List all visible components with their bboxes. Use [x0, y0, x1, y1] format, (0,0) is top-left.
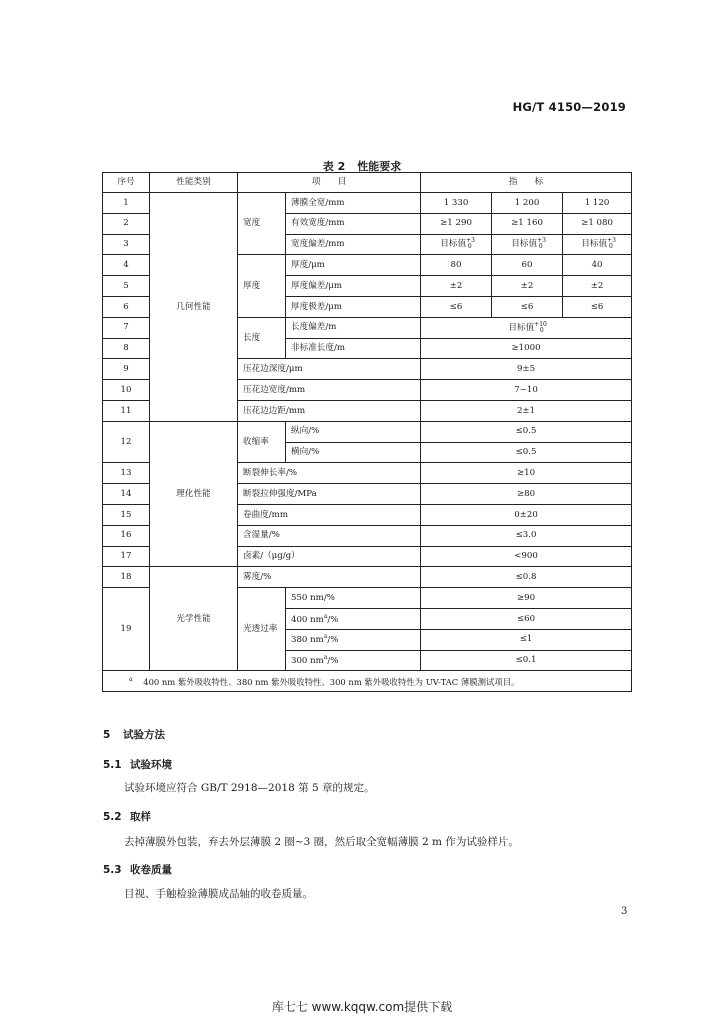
table-row	[103, 421, 632, 442]
row-item: 厚度极差/μm	[286, 296, 421, 317]
table-row	[103, 193, 632, 214]
row-value-3: ±2	[563, 276, 632, 297]
row-value: ≤3.0	[421, 525, 632, 546]
row-item: 有效宽度/mm	[286, 213, 421, 234]
unit-label: /%	[327, 656, 339, 667]
row-seq: 19	[103, 588, 150, 671]
standard-code: HG/T 4150—2019	[512, 100, 626, 114]
unit-label: /%	[327, 635, 339, 646]
row-item: 压花边宽度/mm	[238, 380, 421, 401]
row-item: 含湿量/%	[238, 525, 421, 546]
row-item: 横向/%	[286, 442, 421, 463]
row-seq: 8	[103, 338, 150, 359]
row-value-1	[421, 234, 492, 255]
row-item: 非标准长度/m	[286, 338, 421, 359]
row-value-1: 80	[421, 255, 492, 276]
row-item: 断裂拉伸强度/MPa	[238, 484, 421, 505]
group-transmittance: 光透过率	[238, 588, 286, 671]
group-width: 宽度	[238, 193, 286, 255]
section-number: 5	[103, 729, 111, 741]
group-length: 长度	[238, 317, 286, 359]
header-category: 性能类别	[150, 173, 238, 193]
section-title: 试验方法	[123, 729, 165, 741]
row-value-2	[492, 234, 563, 255]
row-seq: 3	[103, 234, 150, 255]
row-seq: 17	[103, 546, 150, 567]
row-item: 薄膜全宽/mm	[286, 193, 421, 214]
note-text: 400 nm 紫外吸收特性、380 nm 紫外吸收特性、300 nm 紫外吸收特性为 UV-TAC 薄膜测试项目。	[143, 676, 520, 687]
group-shrink: 收缩率	[238, 421, 286, 463]
row-seq: 6	[103, 296, 150, 317]
row-value-1: ≥1 290	[421, 213, 492, 234]
row-seq: 12	[103, 421, 150, 463]
row-value-3: 1 120	[563, 193, 632, 214]
wavelength-label: 380 nm	[291, 635, 324, 646]
header-seq: 序号	[103, 173, 150, 193]
row-value: ≥10	[421, 463, 632, 484]
wavelength-label: 400 nm	[291, 614, 324, 625]
row-seq: 16	[103, 525, 150, 546]
category-geometry: 几何性能	[150, 193, 238, 422]
table-row	[103, 567, 632, 588]
row-value: ≤1	[421, 629, 632, 650]
row-item: 卤素/（μg/g）	[238, 546, 421, 567]
row-value-2: 1 200	[492, 193, 563, 214]
row-value-3: ≤6	[563, 296, 632, 317]
tolerance-lower: 0	[467, 243, 472, 251]
header-item: 项 目	[238, 173, 421, 193]
row-value: <900	[421, 546, 632, 567]
target-label: 目标值	[581, 239, 608, 250]
row-seq: 14	[103, 484, 150, 505]
section-5-1-text: 试验环境应符合 GB/T 2918—2018 第 5 章的规定。	[124, 782, 375, 794]
row-seq: 1	[103, 193, 150, 214]
target-label: 目标值	[440, 239, 467, 250]
row-value: 2±1	[421, 400, 632, 421]
unit-label: /%	[327, 614, 339, 625]
row-seq: 10	[103, 380, 150, 401]
tolerance-lower: 0	[608, 243, 613, 251]
row-value: 9±5	[421, 359, 632, 380]
row-seq: 4	[103, 255, 150, 276]
row-seq: 7	[103, 317, 150, 338]
group-thickness: 厚度	[238, 255, 286, 317]
category-physchem: 理化性能	[150, 421, 238, 567]
row-value-1: ≤6	[421, 296, 492, 317]
section-number: 5.2	[103, 811, 122, 823]
section-5-2-text: 去掉薄膜外包装，弃去外层薄膜 2 圈~3 圈，然后取全宽幅薄膜 2 m 作为试验样片。	[124, 836, 519, 848]
tolerance-upper: +3	[537, 237, 546, 245]
row-value-1: 1 330	[421, 193, 492, 214]
footnote-mark: a	[323, 633, 328, 641]
row-value-2: ≥1 160	[492, 213, 563, 234]
page-number: 3	[621, 906, 628, 917]
target-label: 目标值	[511, 239, 538, 250]
row-item: 雾度/%	[238, 567, 421, 588]
section-5-3-heading	[103, 862, 172, 877]
row-seq: 5	[103, 276, 150, 297]
section-5-heading	[103, 727, 165, 742]
row-value: ≤60	[421, 608, 632, 629]
row-value: ≥90	[421, 588, 632, 609]
section-5-1-heading	[103, 757, 172, 772]
row-value-2: ≤6	[492, 296, 563, 317]
row-value-3	[563, 234, 632, 255]
row-item	[286, 608, 421, 629]
table-header-row	[103, 173, 632, 193]
row-value-2: ±2	[492, 276, 563, 297]
row-value-1: ±2	[421, 276, 492, 297]
section-title: 收卷质量	[130, 864, 172, 876]
row-seq: 15	[103, 504, 150, 525]
row-seq: 11	[103, 400, 150, 421]
header-indicator: 指 标	[421, 173, 632, 193]
performance-table	[102, 172, 632, 692]
section-number: 5.3	[103, 864, 122, 876]
row-value: 7~10	[421, 380, 632, 401]
tolerance-upper: +10	[534, 320, 547, 328]
row-item	[286, 650, 421, 671]
row-item: 纵向/%	[286, 421, 421, 442]
tolerance-upper: +3	[607, 237, 616, 245]
section-title: 试验环境	[130, 759, 172, 771]
row-seq: 13	[103, 463, 150, 484]
tolerance-lower: 0	[538, 243, 543, 251]
row-item: 压花边深度/μm	[238, 359, 421, 380]
footnote-mark: a	[323, 612, 328, 620]
category-optical: 光学性能	[150, 567, 238, 671]
table-number: 表 2	[322, 160, 346, 173]
row-value-2: 60	[492, 255, 563, 276]
row-item: 550 nm/%	[286, 588, 421, 609]
row-value: ≥80	[421, 484, 632, 505]
row-item: 厚度/μm	[286, 255, 421, 276]
tolerance-lower: 0	[539, 326, 544, 334]
row-value: ≥1000	[421, 338, 632, 359]
row-value: ≤0.5	[421, 421, 632, 442]
row-value: ≤0.1	[421, 650, 632, 671]
row-item: 长度偏差/m	[286, 317, 421, 338]
row-seq: 18	[103, 567, 150, 588]
table-note-row	[103, 671, 632, 692]
section-number: 5.1	[103, 759, 122, 771]
row-seq: 2	[103, 213, 150, 234]
wavelength-label: 300 nm	[291, 656, 324, 667]
row-seq: 9	[103, 359, 150, 380]
row-item: 厚度偏差/μm	[286, 276, 421, 297]
row-value: 0±20	[421, 504, 632, 525]
row-item: 断裂伸长率/%	[238, 463, 421, 484]
section-title: 取样	[130, 811, 151, 823]
row-value	[421, 317, 632, 338]
target-label: 目标值	[508, 322, 535, 333]
row-value-3: ≥1 080	[563, 213, 632, 234]
row-value: ≤0.5	[421, 442, 632, 463]
note-mark: a	[129, 675, 133, 683]
section-5-2-heading	[103, 809, 151, 824]
download-footer-link[interactable]: 库七七 www.kqqw.com提供下载	[271, 1000, 453, 1014]
section-5-3-text: 目视、手触检验薄膜成品轴的收卷质量。	[124, 888, 313, 900]
table-title-text: 性能要求	[357, 160, 402, 173]
row-item: 压花边边距/mm	[238, 400, 421, 421]
tolerance-upper: +3	[466, 237, 475, 245]
row-value-3: 40	[563, 255, 632, 276]
row-item: 卷曲度/mm	[238, 504, 421, 525]
row-value: ≤0.8	[421, 567, 632, 588]
row-item: 宽度偏差/mm	[286, 234, 421, 255]
table-note	[103, 671, 632, 692]
footnote-mark: a	[323, 654, 328, 662]
row-item	[286, 629, 421, 650]
